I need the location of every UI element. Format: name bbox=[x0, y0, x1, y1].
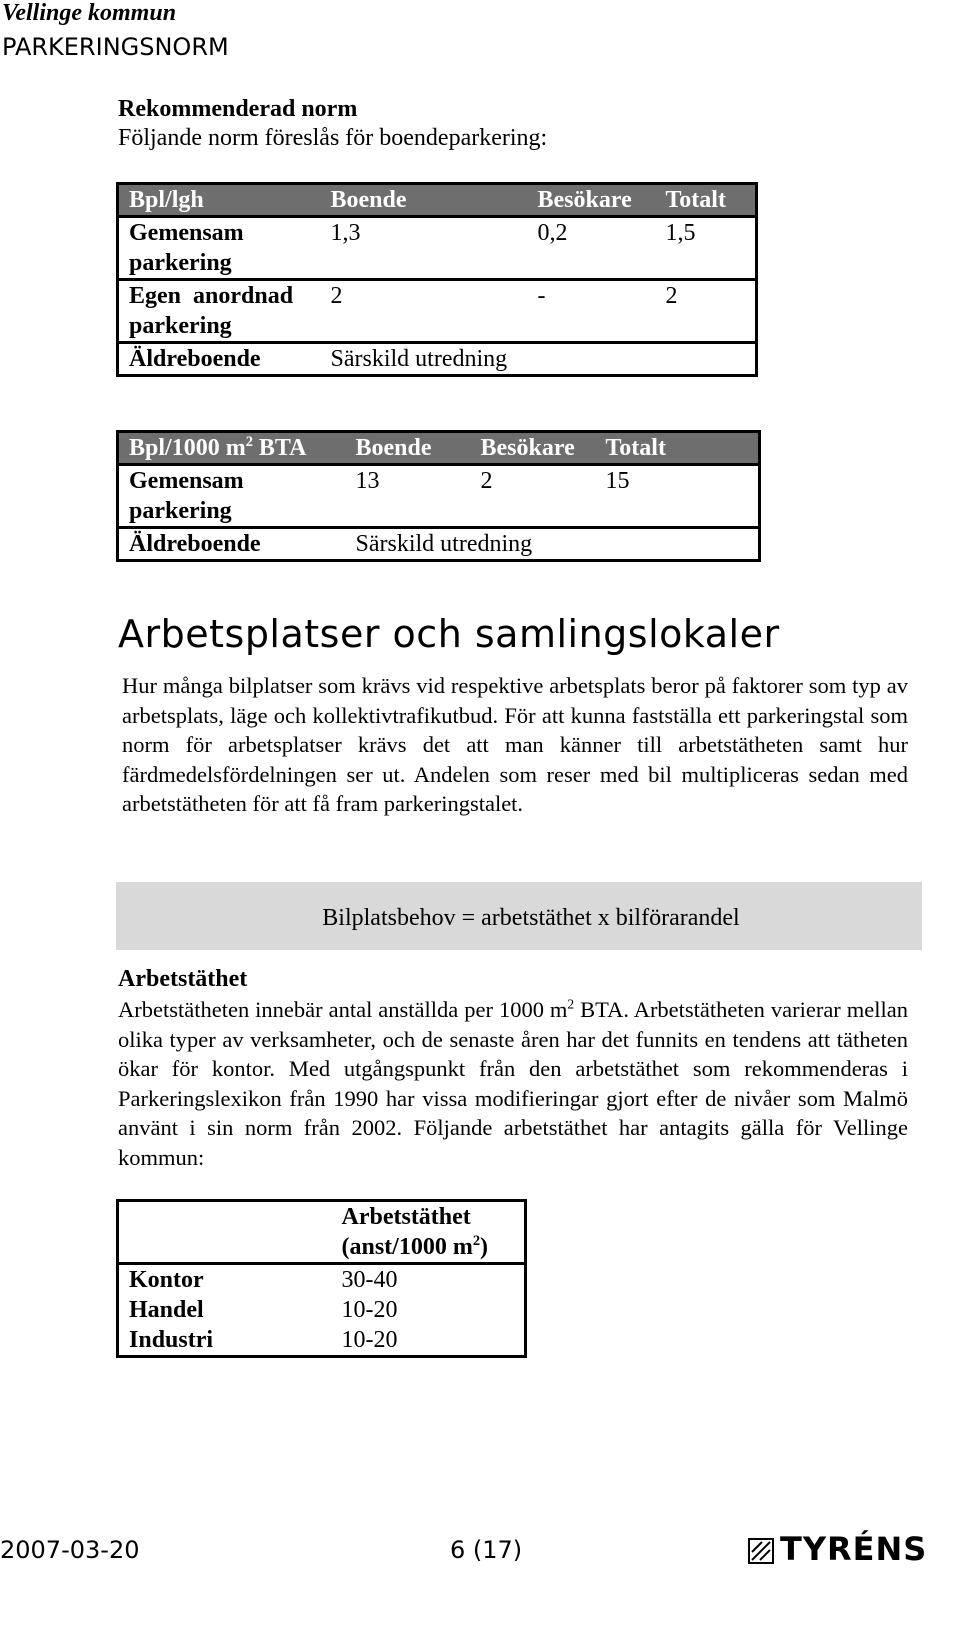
row-label-line1: Gemensam bbox=[129, 468, 244, 494]
special-note-cell: Särskild utredning bbox=[330, 346, 508, 372]
footer-date: 2007-03-20 bbox=[0, 1536, 140, 1564]
besokare-cell: - bbox=[537, 283, 546, 309]
row-label-line1: Egen anordnad bbox=[129, 283, 294, 309]
header-line2-prefix: (anst/1000 m bbox=[341, 1234, 473, 1260]
organization-name: Vellinge kommun bbox=[2, 0, 177, 26]
column-header: Bpl/lgh bbox=[118, 184, 321, 217]
row-label bbox=[118, 217, 321, 280]
footer-page-number: 6 (17) bbox=[450, 1536, 523, 1564]
column-header bbox=[118, 432, 346, 465]
boende-cell: 13 bbox=[355, 468, 380, 494]
value-cell: 10-20 bbox=[341, 1327, 398, 1353]
totalt-cell: 1,5 bbox=[665, 220, 696, 246]
table-row bbox=[118, 1264, 526, 1296]
besokare-cell: 0,2 bbox=[537, 220, 568, 246]
row-label-line2: parkering bbox=[129, 313, 232, 339]
density-title: Arbetstäthet bbox=[118, 966, 248, 992]
column-header: Totalt bbox=[596, 432, 760, 465]
row-label: Äldreboende bbox=[129, 531, 261, 557]
row-label: Industri bbox=[129, 1327, 214, 1353]
workplaces-paragraph: Hur många bilplatser som krävs vid respektive arbetsplats beror på faktorer som typ av arbetsplats, läge och kollektivtrafikutbud. För att kunna fastställa ett parkeringstal som norm för arbetsplatser krävs det att man känner till arbetstätheten samt hur färdmedelsfördelningen ser ut. Andelen som reser med bil multipliceras sedan med arbetstätheten för att få fram parkeringstalet. bbox=[122, 673, 908, 816]
table-row bbox=[118, 217, 757, 280]
value-cell: 30-40 bbox=[341, 1267, 398, 1293]
table-header-row bbox=[118, 1201, 526, 1264]
header-prefix: Bpl/1000 m bbox=[129, 435, 246, 461]
row-label-line2: parkering bbox=[129, 250, 232, 276]
header-superscript: 2 bbox=[245, 434, 253, 450]
row-label-line2: parkering bbox=[129, 498, 232, 524]
document-title: PARKERINGSNORM bbox=[2, 33, 229, 61]
formula-text: Bilplatsbehov = arbetstäthet x bilförarandel bbox=[322, 905, 740, 931]
table-header-row bbox=[118, 184, 757, 217]
special-note-cell: Särskild utredning bbox=[355, 531, 533, 557]
column-header: Besökare bbox=[528, 184, 656, 217]
row-label: Handel bbox=[129, 1297, 204, 1323]
density-paragraph-part1: Arbetstätheten innebär antal anställda per 1000 m bbox=[118, 997, 568, 1022]
header-line2-superscript: 2 bbox=[472, 1233, 481, 1249]
table-row bbox=[118, 465, 760, 528]
tyrens-logo-icon bbox=[748, 1538, 774, 1564]
column-header: Boende bbox=[321, 184, 528, 217]
density-paragraph bbox=[118, 995, 908, 1172]
column-header bbox=[332, 1201, 526, 1264]
row-label: Äldreboende bbox=[129, 346, 261, 372]
column-header: Boende bbox=[346, 432, 471, 465]
density-paragraph-superscript: 2 bbox=[567, 996, 575, 1012]
boende-cell: 1,3 bbox=[330, 220, 361, 246]
totalt-cell: 2 bbox=[665, 283, 678, 309]
table-row bbox=[118, 343, 757, 376]
header-suffix: BTA bbox=[252, 435, 307, 461]
workplaces-section-title: Arbetsplatser och samlingslokaler bbox=[118, 612, 780, 656]
row-label bbox=[118, 280, 321, 343]
column-header: Totalt bbox=[656, 184, 757, 217]
empty-header-cell bbox=[118, 1201, 332, 1264]
density-paragraph-part2: BTA. Arbetstätheten varierar mellan olika typer av verksamheter, och de senaste åren har det funnits en tendens att tätheten ökar för kontor. Med utgångspunkt från den arbetstäthet som rekommenderas i Parkeringslexikon från 1990 har vissa modifieringar gjort efter de nivåer som Malmö använt i sin norm från 2002. Följande arbetstäthet har antagits gälla för Vellinge kommun: bbox=[118, 997, 908, 1170]
work-density-table bbox=[116, 1199, 527, 1358]
column-header: Besökare bbox=[471, 432, 596, 465]
totalt-cell: 15 bbox=[605, 468, 630, 494]
table-row bbox=[118, 1325, 526, 1357]
row-label: Kontor bbox=[129, 1267, 204, 1293]
recommended-norm-intro: Följande norm föreslås för boendeparkering: bbox=[118, 125, 548, 151]
header-line2-suffix: ) bbox=[480, 1234, 489, 1260]
parking-norm-per-apartment-table bbox=[116, 182, 758, 377]
besokare-cell: 2 bbox=[480, 468, 493, 494]
parking-norm-per-bta-table bbox=[116, 430, 761, 562]
value-cell: 10-20 bbox=[341, 1297, 398, 1323]
table-header-row bbox=[118, 432, 760, 465]
row-label bbox=[118, 465, 346, 528]
table-row bbox=[118, 280, 757, 343]
row-label-line1: Gemensam bbox=[129, 220, 244, 246]
recommended-norm-title: Rekommenderad norm bbox=[118, 96, 358, 122]
table-row bbox=[118, 528, 760, 561]
table-row bbox=[118, 1295, 526, 1325]
boende-cell: 2 bbox=[330, 283, 343, 309]
tyrens-logo-text: TYRÉNS bbox=[780, 1530, 928, 1568]
header-line1: Arbetstäthet bbox=[341, 1204, 471, 1230]
